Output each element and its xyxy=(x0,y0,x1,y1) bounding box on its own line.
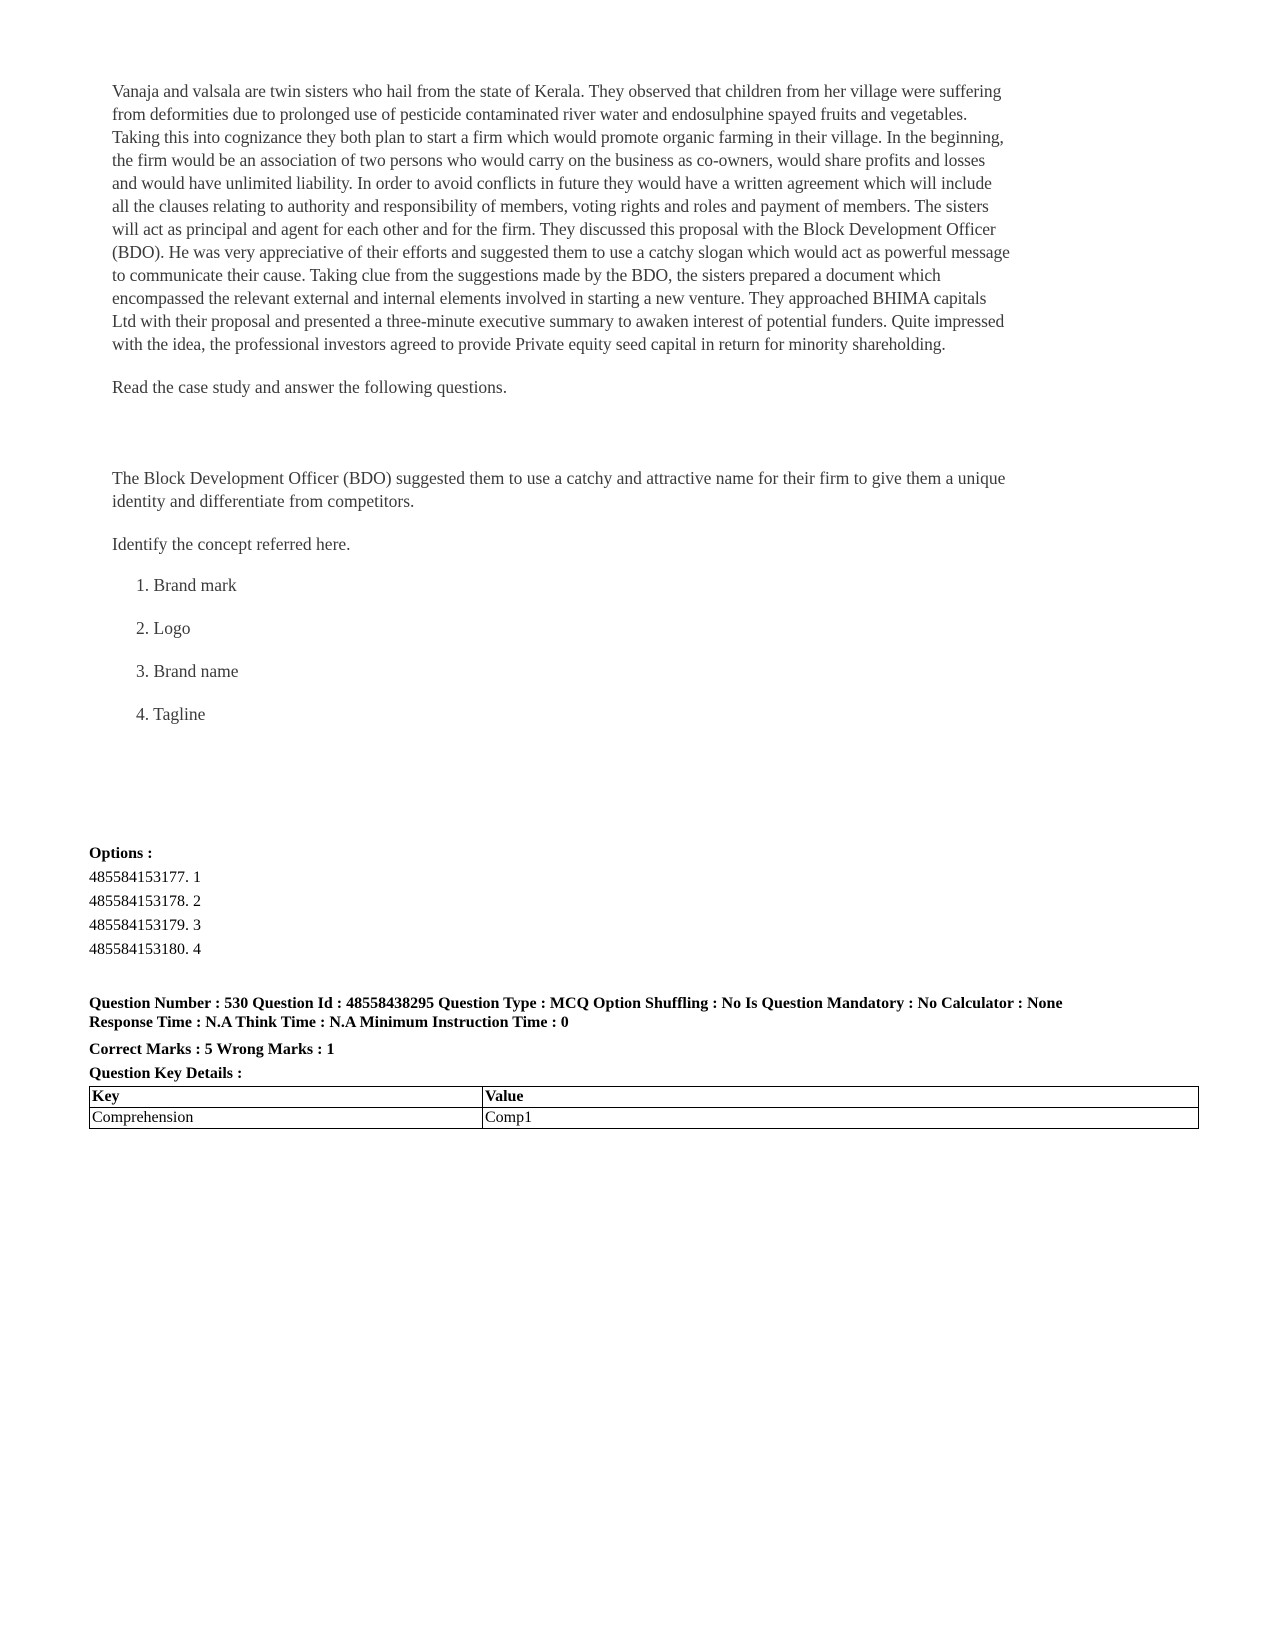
choice-item: 3. Brand name xyxy=(136,661,239,681)
table-cell: Comprehension xyxy=(90,1108,483,1129)
table-header-cell: Key xyxy=(90,1087,483,1108)
table-header-cell: Value xyxy=(483,1087,1199,1108)
choice-item: 4. Tagline xyxy=(136,704,206,724)
options-label: Options : xyxy=(89,845,153,862)
option-id: 485584153178. 2 xyxy=(89,893,201,910)
question-info-line-2: Response Time : N.A Think Time : N.A Minimum Instruction Time : 0 xyxy=(89,1014,569,1031)
choice-list xyxy=(112,574,1012,726)
option-id: 485584153179. 3 xyxy=(89,917,201,934)
scanned-question-image xyxy=(112,80,1012,726)
choice-item: 2. Logo xyxy=(136,618,191,638)
question-text: The Block Development Officer (BDO) suggested them to use a catchy and attractive name for their firm to give them a unique identity and differentiate from competitors. xyxy=(112,468,1006,511)
table-row xyxy=(90,1108,1199,1129)
option-id: 485584153180. 4 xyxy=(89,941,201,958)
choice-item: 1. Brand mark xyxy=(136,575,237,595)
marks-line: Correct Marks : 5 Wrong Marks : 1 xyxy=(89,1041,335,1058)
table-header-row xyxy=(90,1087,1199,1108)
key-details-label: Question Key Details : xyxy=(89,1065,243,1082)
key-details-table xyxy=(89,1086,1199,1129)
option-id: 485584153177. 1 xyxy=(89,869,201,886)
question-meta xyxy=(89,842,1199,1129)
instruction-text: Read the case study and answer the following questions. xyxy=(112,377,508,397)
table-cell: Comp1 xyxy=(483,1108,1199,1129)
options-block xyxy=(89,842,1199,962)
question-info xyxy=(89,994,1199,1032)
question-info-line-1: Question Number : 530 Question Id : 48558438295 Question Type : MCQ Option Shuffling : No Is Question Mandatory : No Calculator : None xyxy=(89,995,1063,1012)
case-study-passage: Vanaja and valsala are twin sisters who hail from the state of Kerala. They observed that children from her village were suffering from deformities due to prolonged use of pesticide contaminated river water and endosulphine spayed fruits and vegetables. Taking this into cognizance they both plan to start a firm which would promote organic farming in their village. In the beginning, the firm would be an association of two persons who would carry on the business as co-owners, would share profits and losses and would have unlimited liability. In order to avoid conflicts in future they would have a written agreement which will include all the clauses relating to authority and responsibility of members, voting rights and roles and payment of members. The sisters will act as principal and agent for each other and for the firm. They discussed this proposal with the Block Development Officer (BDO). He was very appreciative of their efforts and suggested them to use a catchy slogan which would act as powerful message to communicate their cause. Taking clue from the suggestions made by the BDO, the sisters prepared a document which encompassed the relevant external and internal elements involved in starting a new venture. They approached BHIMA capitals Ltd with their proposal and presented a three-minute executive summary to awaken interest of potential funders. Quite impressed with the idea, the professional investors agreed to provide Private equity seed capital in return for minority shareholding. xyxy=(112,81,1010,354)
question-prompt: Identify the concept referred here. xyxy=(112,534,351,554)
